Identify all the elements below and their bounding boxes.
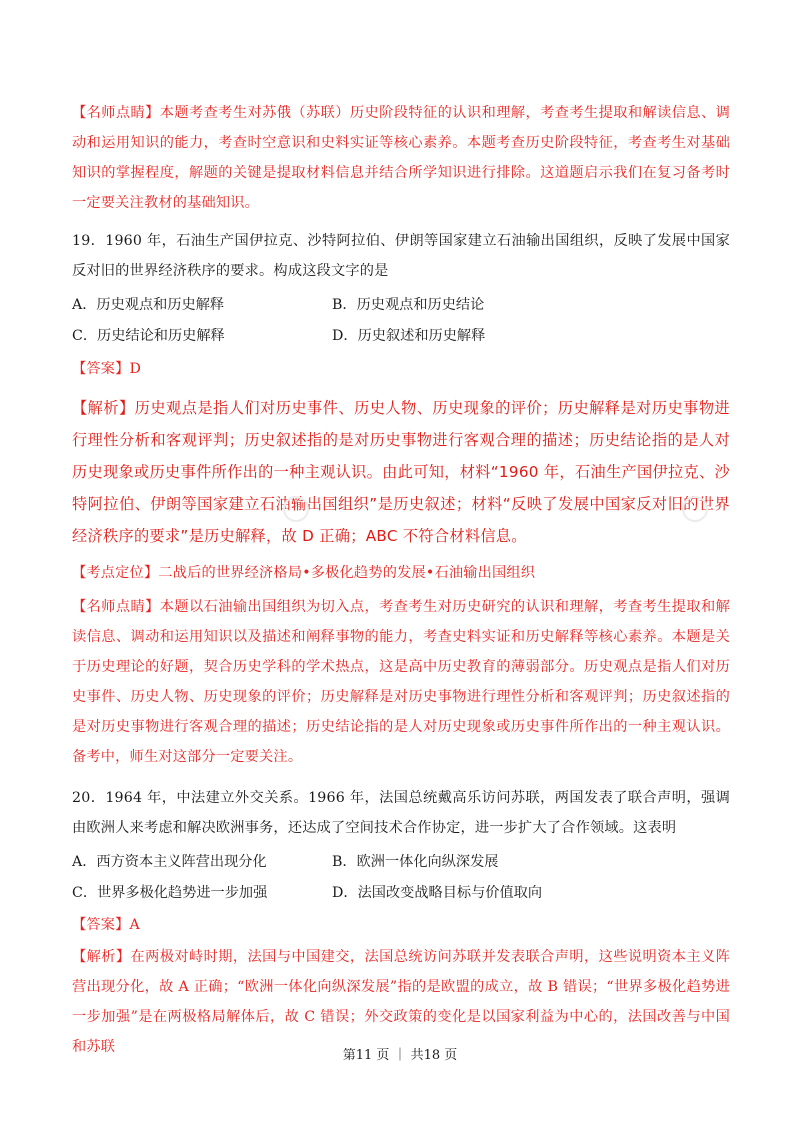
option-d: D．法国改变战略目标与价值取向: [332, 885, 543, 901]
option-d: D．历史叙述和历史解释: [332, 328, 486, 344]
question-20-options-row-1: [72, 847, 732, 877]
question-19-options-row-2: [72, 321, 732, 351]
option-a: A．西方资本主义阵营出现分化: [72, 854, 267, 870]
question-20-options-row-2: [72, 878, 732, 908]
tip-paragraph-1: [72, 98, 730, 218]
point-text: 二战后的世界经济格局•多极化趋势的发展•石油输出国组织: [158, 565, 536, 581]
tip-text-2: 本题以石油输出国组织为切入点，考查考生对历史研究的认识和理解，考查考生提取和解读信息、调动和运用知识以及描述和阐释事物的能力，考查史料实证和历史解释等核心素养。本题是关于历史理论的好题，契合历史学科的学术热点，这是高中历史教育的薄弱部分。历史观点是指人们对历史事件、历史人物、历史现象的评价；历史解释是对历史事物进行理性分析和客观评判；历史叙述指的是对历史事物进行客观合理的描述；历史结论指的是人对历史现象或历史事件所作出的一种主观认识。备考中，师生对这部分一定要关注。: [72, 599, 730, 765]
tip-paragraph-2: [72, 592, 730, 772]
option-c: C．历史结论和历史解释: [72, 328, 225, 344]
page-footer: 第11 页 ｜ 共18 页: [342, 1048, 458, 1063]
question-19-answer: 【答案】D: [72, 361, 142, 377]
question-20-analysis: 【解析】在两极对峙时期，法国与中国建交，法国总统访问苏联并发表联合声明，这些说明资本主义阵营出现分化，故 A 正确；“欧洲一体化向纵深发展”指的是欧盟的成立，故 B 错误；“世界多极化趋势进一步加强”是在两极格局解体后，故 C 错误；外交政策的变化是以国家利益为中心的，法国改善与中国和苏联: [72, 949, 730, 1055]
option-b: B．历史观点和历史结论: [332, 297, 485, 313]
option-c: C．世界多极化趋势进一步加强: [72, 885, 268, 901]
point-label: 【考点定位】: [72, 565, 159, 581]
question-19-options-row-1: [72, 290, 732, 320]
watermark-logo: [283, 496, 309, 522]
question-20-stem: 20．1964 年，中法建立外交关系。1966 年，法国总统戴高乐访问苏联，两国发表了联合声明，强调由欧洲人来考虑和解决欧洲事务，还达成了空间技术合作协定，进一步扩大了合作领域。这表明: [72, 790, 730, 836]
option-a: A．历史观点和历史解释: [72, 297, 225, 313]
watermark-logo-right: [682, 496, 708, 522]
question-19-stem: 19．1960 年，石油生产国伊拉克、沙特阿拉伯、伊朗等国家建立石油输出国组织，反映了发展中国家反对旧的世界经济秩序的要求。构成这段文字的是: [72, 233, 730, 279]
question-19-analysis: 【解析】历史观点是指人们对历史事件、历史人物、历史现象的评价；历史解释是对历史事物进行理性分析和客观评判；历史叙述指的是对历史事物进行客观合理的描述；历史结论指的是人对历史现象或历史事件所作出的一种主观认识。由此可知，材料“1960 年，石油生产国伊拉克、沙特阿拉伯、伊朗等国家建立石油输出国组织”是历史叙述；材料“反映了发展中国家反对旧的世界经济秩序的要求”是历史解释，故 D 正确；ABC 不符合材料信息。: [72, 399, 730, 545]
question-20-answer: 【答案】A: [72, 917, 140, 933]
option-b: B．欧洲一体化向纵深发展: [332, 854, 499, 870]
question-19-point: [72, 558, 730, 588]
tip-label-2: 【名师点睛】: [72, 599, 160, 615]
tip-text: 本题考查考生对苏俄（苏联）历史阶段特征的认识和理解，考查考生提取和解读信息、调动和运用知识的能力，考查时空意识和史料实证等核心素养。本题考查历史阶段特征，考查考生对基础知识的掌握程度，解题的关键是提取材料信息并结合所学知识进行排除。这道题启示我们在复习备考时一定要关注教材的基础知识。: [72, 105, 730, 211]
tip-label: 【名师点睛】: [72, 105, 160, 121]
